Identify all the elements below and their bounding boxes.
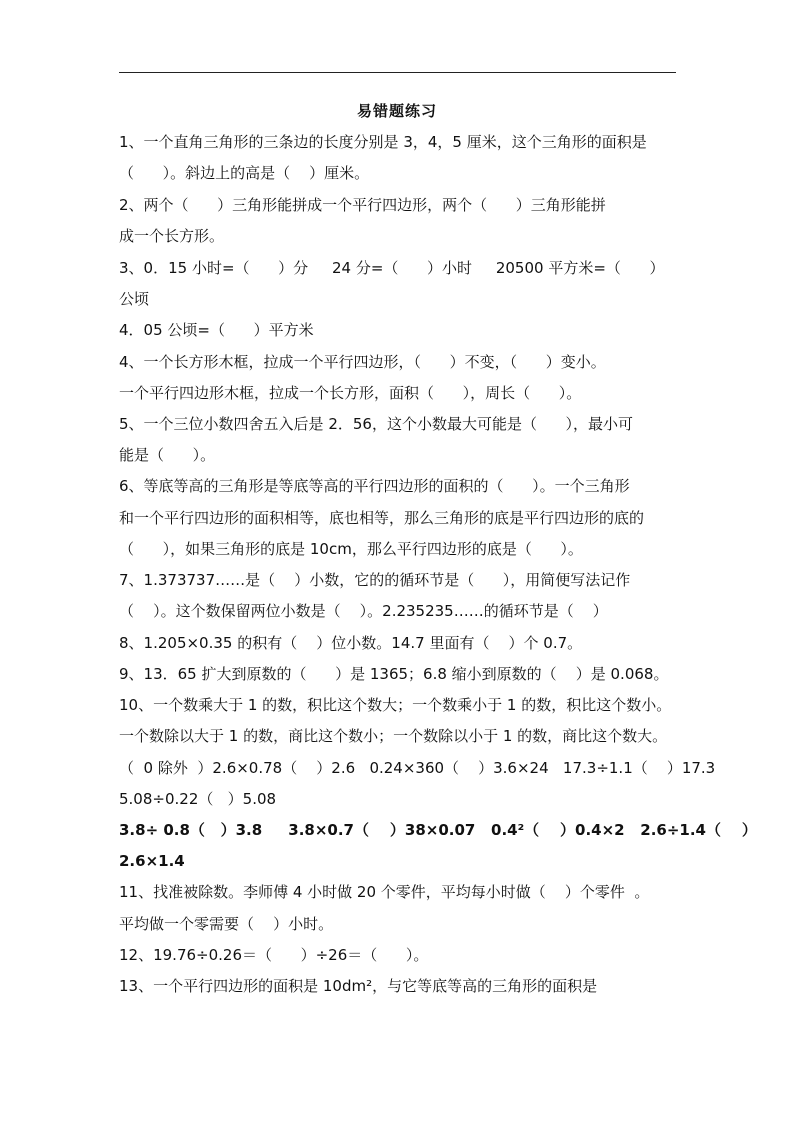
text-line: 成一个长方形。 <box>119 227 225 245</box>
text-line: 12、19.76÷0.26＝（ ）÷26＝（ ）。 <box>119 946 429 964</box>
page-title: 易错题练习 <box>356 102 437 120</box>
text-line: 2.6×1.4 <box>119 852 185 870</box>
text-line: （ ）。斜边上的高是（ ）厘米。 <box>119 164 370 182</box>
text-line: （ 0 除外 ）2.6×0.78（ ）2.6 0.24×360（ ）3.6×24 17.3÷1.1（ ）17.3 <box>119 759 716 777</box>
text-line: 8、1.205×0.35 的积有（ ）位小数。14.7 里面有（ ）个 0.7。 <box>119 634 583 652</box>
text-line: （ ），如果三角形的底是 10cm，那么平行四边形的底是（ ）。 <box>119 540 583 558</box>
text-line: 4、一个长方形木框，拉成一个平行四边形，（ ）不变，（ ）变小。 <box>119 353 606 371</box>
text-line: 9、13．65 扩大到原数的（ ）是 1365；6.8 缩小到原数的（ ）是 0.068。 <box>119 665 669 683</box>
text-line: 一个数除以大于 1 的数，商比这个数小；一个数除以小于 1 的数，商比这个数大。 <box>119 727 668 745</box>
text-line: 公顷 <box>119 290 150 308</box>
text-line: （ ）。这个数保留两位小数是（ ）。2.235235……的循环节是（ ） <box>119 602 608 620</box>
text-line: 6、等底等高的三角形是等底等高的平行四边形的面积的（ ）。一个三角形 <box>119 477 630 495</box>
text-line: 13、一个平行四边形的面积是 10dm²，与它等底等高的三角形的面积是 <box>119 977 598 995</box>
text-line: 3.8÷ 0.8（ ）3.8 3.8×0.7（ ）38×0.07 0.4²（ ）0.4×2 2.6÷1.4（ ） <box>119 821 757 839</box>
text-line: 1、一个直角三角形的三条边的长度分别是 3，4，5 厘米，这个三角形的面积是 <box>119 133 647 151</box>
text-line: 2、两个（ ）三角形能拼成一个平行四边形，两个（ ）三角形能拼 <box>119 196 606 214</box>
text-line: 平均做一个零需要（ ）小时。 <box>119 915 334 933</box>
text-line: 5.08÷0.22（ ）5.08 <box>119 790 277 808</box>
text-line: 10、一个数乘大于 1 的数，积比这个数大；一个数乘小于 1 的数，积比这个数小。 <box>119 696 672 714</box>
text-line: 3、0．15 小时=（ ）分 24 分=（ ）小时 20500 平方米=（ ） <box>119 259 665 277</box>
text-line: 能是（ ）。 <box>119 446 216 464</box>
text-line: 7、1.373737……是（ ）小数，它的的循环节是（ ），用简便写法记作 <box>119 571 631 589</box>
text-line: 5、一个三位小数四舍五入后是 2．56，这个小数最大可能是（ ），最小可 <box>119 415 634 433</box>
text-line: 4．05 公顷=（ ）平方米 <box>119 321 314 339</box>
text-line: 11、找准被除数。李师傅 4 小时做 20 个零件，平均每小时做（ ）个零件 。 <box>119 883 650 901</box>
text-line: 一个平行四边形木框，拉成一个长方形，面积（ ），周长（ ）。 <box>119 384 582 402</box>
header-rule <box>119 72 676 73</box>
text-line: 和一个平行四边形的面积相等，底也相等，那么三角形的底是平行四边形的底的 <box>119 509 645 527</box>
